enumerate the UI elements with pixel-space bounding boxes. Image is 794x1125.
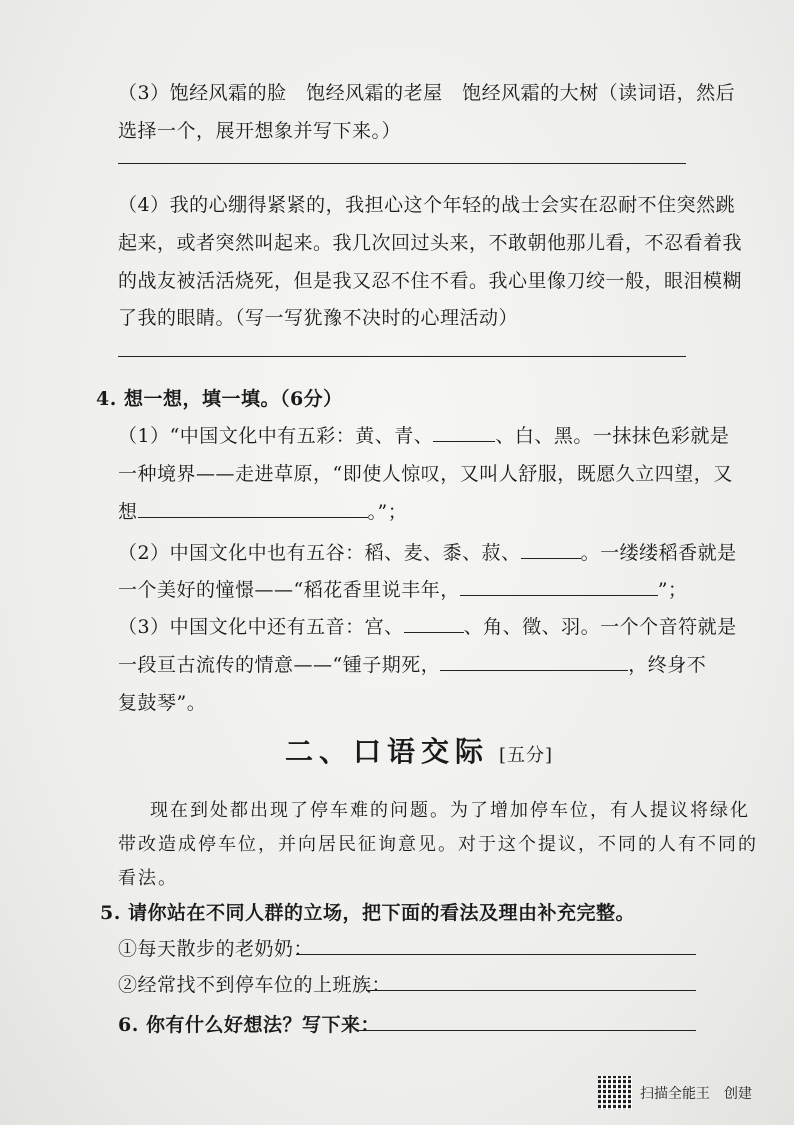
q4-blank-4[interactable] (460, 577, 658, 596)
q4-s1-line3 (118, 497, 407, 524)
q4-s3-line2 (118, 650, 706, 677)
qr-code-icon (598, 1076, 632, 1110)
q4-s3-line1 (118, 612, 737, 639)
scanner-watermark (598, 1076, 752, 1110)
q5-item1-label: ①每天散步的老奶奶： (118, 938, 314, 960)
q4-s3-b: 、角、徵、羽。一个个音符就是 (463, 616, 737, 638)
q4-s3-e: 复鼓琴”。 (118, 692, 207, 714)
q4-s3-a: （3）中国文化中还有五音：宫、 (118, 616, 404, 638)
q5-item1-answer-line[interactable] (296, 954, 696, 955)
q4-blank-3[interactable] (521, 540, 581, 559)
passage-line1: 现在到处都出现了停车难的问题。为了增加停车位，有人提议将绿化 (150, 800, 750, 821)
q3-4-line4: 了我的眼睛。（写一写犹豫不决时的心理活动） (118, 307, 519, 329)
q4-blank-5[interactable] (404, 614, 464, 633)
q4-s2-b: 。一缕缕稻香就是 (580, 542, 737, 564)
q3-4-line3: 的战友被活活烧死，但是我又忍不住不看。我心里像刀绞一般，眼泪模糊 (118, 270, 743, 292)
q4-blank-6[interactable] (440, 652, 628, 671)
q4-blank-2[interactable] (138, 499, 368, 518)
section-score: [五分] (499, 745, 554, 766)
q4-title: 4. 想一想，填一填。（6分） (96, 388, 343, 410)
q3-4-line1: （4）我的心绷得紧紧的，我担心这个年轻的战士会实在忍耐不住突然跳 (118, 194, 736, 216)
q4-s1-e: 。”； (367, 501, 408, 523)
q6-title: 6. 你有什么好想法？写下来： (118, 1014, 380, 1036)
q4-blank-1[interactable] (433, 423, 495, 442)
q3-4-line2: 起来，或者突然叫起来。我几次回过头来，不敢朝他那儿看，不忍看着我 (118, 232, 743, 254)
q5-item2-answer-line[interactable] (366, 990, 696, 991)
q4-s1-d: 想 (118, 501, 138, 523)
q5-item2-label: ②经常找不到停车位的上班族： (118, 974, 392, 996)
q3-4-answer-line[interactable] (118, 356, 686, 357)
q5-title: 5. 请你站在不同人群的立场，把下面的看法及理由补充完整。 (100, 902, 635, 924)
q5-item2-row (118, 970, 391, 997)
q4-s2-line1 (118, 538, 737, 565)
q6-answer-line[interactable] (356, 1030, 696, 1031)
q3-3-line1: （3）饱经风霜的脸 饱经风霜的老屋 饱经风霜的大树（读词语，然后 (118, 82, 736, 104)
passage-line2: 带改造成停车位，并向居民征询意见。对于这个提议，不同的人有不同的 (118, 834, 758, 855)
q4-s1-a: （1）“中国文化中有五彩：黄、青、 (118, 425, 434, 447)
q3-3-answer-line[interactable] (118, 163, 686, 164)
q4-s3-c: 一段亘古流传的情意——“锺子期死， (118, 654, 441, 676)
q3-3-line2: 选择一个，展开想象并写下来。） (118, 120, 402, 142)
q4-s2-a: （2）中国文化中也有五谷：稻、麦、黍、菽、 (118, 542, 521, 564)
q4-s3-d: ，终身不 (628, 654, 707, 676)
watermark-text: 扫描全能王 创建 (640, 1086, 752, 1102)
q4-s2-line2 (118, 575, 687, 602)
q4-s1-c: 一种境界——走进草原，“即使人惊叹，又叫人舒服，既愿久立四望，又 (118, 463, 733, 485)
q4-s2-c: 一个美好的憧憬——“稻花香里说丰年， (118, 579, 460, 601)
section-title: 二、口语交际 (285, 735, 490, 768)
section-heading (285, 730, 553, 770)
q4-s1-b: 、白、黑。一抹抹色彩就是 (495, 425, 730, 447)
passage-line3: 看法。 (118, 868, 178, 889)
q4-s1-line1 (118, 421, 729, 448)
q5-item1-row (118, 934, 313, 961)
q4-s2-d: ”； (657, 579, 688, 601)
